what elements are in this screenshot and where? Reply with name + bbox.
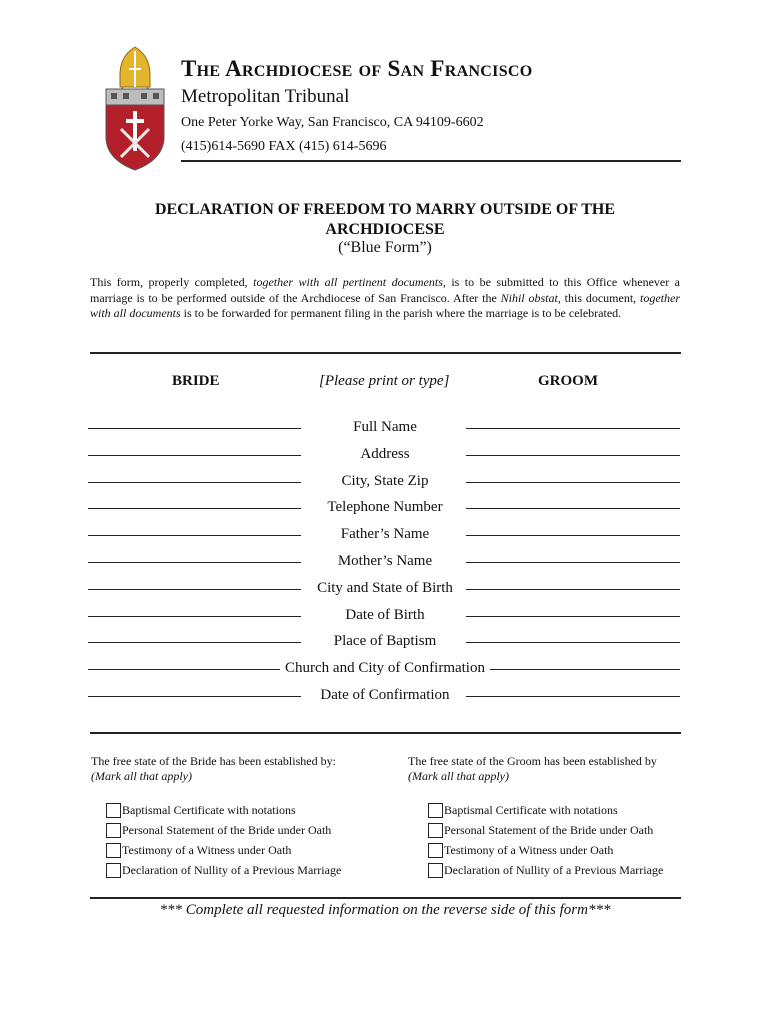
bride-state-heading: The free state of the Bride has been established by: [91, 754, 336, 768]
document-title-line1: DECLARATION OF FREEDOM TO MARRY OUTSIDE OF THE [154, 201, 616, 218]
groom-column-heading: GROOM [538, 373, 598, 389]
checkbox[interactable] [428, 863, 443, 878]
document-title-line2: ARCHDIOCESE [325, 221, 445, 238]
groom-state-instruction: (Mark all that apply) [408, 769, 509, 783]
field-label: Mother’s Name [337, 553, 433, 569]
groom-option[interactable] [428, 860, 663, 880]
section-divider [90, 732, 681, 734]
checkbox[interactable] [106, 863, 121, 878]
groom-field-line[interactable] [466, 508, 680, 509]
bride-option[interactable] [106, 800, 341, 820]
bride-field-line[interactable] [88, 455, 301, 456]
bride-field-line[interactable] [88, 508, 301, 509]
footer-note: *** Complete all requested information on the reverse side of this form*** [159, 902, 611, 918]
bride-field-line[interactable] [88, 616, 301, 617]
groom-field-line[interactable] [466, 589, 680, 590]
field-label: Date of Birth [345, 607, 425, 623]
groom-option[interactable] [428, 840, 663, 860]
bride-field-line[interactable] [88, 428, 301, 429]
field-label: Telephone Number [327, 499, 443, 515]
bride-field-line[interactable] [88, 696, 301, 697]
field-label: City, State Zip [341, 473, 429, 489]
organization-phone: (415)614-5690 FAX (415) 614-5696 [181, 139, 387, 154]
groom-field-line[interactable] [466, 616, 680, 617]
groom-state-heading-block [408, 754, 657, 784]
groom-field-line[interactable] [490, 669, 680, 670]
field-label: Father’s Name [340, 526, 430, 542]
groom-field-line[interactable] [466, 455, 680, 456]
checkbox[interactable] [106, 843, 121, 858]
organization-subtitle: Metropolitan Tribunal [181, 86, 350, 107]
intro-paragraph [90, 275, 680, 322]
bride-option[interactable] [106, 820, 341, 840]
checkbox-label: Personal Statement of the Bride under Oath [444, 822, 654, 837]
checkbox-label: Personal Statement of the Bride under Oath [122, 822, 332, 837]
groom-checkbox-list [428, 800, 663, 880]
bride-state-heading-block [91, 754, 336, 784]
groom-field-line[interactable] [466, 562, 680, 563]
bride-checkbox-list [106, 800, 341, 880]
checkbox-label: Declaration of Nullity of a Previous Marriage [444, 862, 664, 877]
field-label: City and State of Birth [317, 580, 453, 596]
groom-field-line[interactable] [466, 696, 680, 697]
header-divider [181, 160, 681, 162]
bride-field-line[interactable] [88, 535, 301, 536]
checkbox[interactable] [428, 803, 443, 818]
field-label: Date of Confirmation [320, 687, 450, 703]
organization-address: One Peter Yorke Way, San Francisco, CA 94109-6602 [181, 115, 484, 130]
intro-text: is to be forwarded for permanent filing in the parish where the marriage is to be celebrated. [180, 306, 622, 320]
groom-field-line[interactable] [466, 535, 680, 536]
groom-field-line[interactable] [466, 428, 680, 429]
bride-field-line[interactable] [88, 669, 280, 670]
document-title [90, 200, 680, 240]
document-subtitle: (“Blue Form”) [338, 239, 432, 256]
bride-field-line[interactable] [88, 562, 301, 563]
groom-field-line[interactable] [466, 642, 680, 643]
checkbox-label: Testimony of a Witness under Oath [444, 842, 614, 857]
groom-option[interactable] [428, 800, 663, 820]
checkbox[interactable] [106, 803, 121, 818]
intro-emphasis: Nihil obstat [500, 290, 558, 305]
bride-option[interactable] [106, 840, 341, 860]
groom-state-heading: The free state of the Groom has been established by [408, 754, 657, 768]
bride-field-line[interactable] [88, 589, 301, 590]
checkbox-label: Declaration of Nullity of a Previous Marriage [122, 862, 342, 877]
field-label: Address [360, 446, 410, 462]
checkbox-label: Testimony of a Witness under Oath [122, 842, 292, 857]
groom-field-line[interactable] [466, 482, 680, 483]
intro-emphasis: together with all documents [90, 290, 680, 320]
intro-text: , is to be submitted to this Office whenever a marriage is to be performed outside of the Archdiocese of San Francisco. After the [90, 275, 681, 305]
field-label: Place of Baptism [333, 633, 437, 649]
organization-title: The Archdiocese of San Francisco [181, 56, 533, 81]
bride-field-line[interactable] [88, 642, 301, 643]
checkbox[interactable] [106, 823, 121, 838]
groom-option[interactable] [428, 820, 663, 840]
checkbox[interactable] [428, 823, 443, 838]
bride-field-line[interactable] [88, 482, 301, 483]
bride-state-instruction: (Mark all that apply) [91, 769, 192, 783]
bride-column-heading: BRIDE [172, 373, 220, 389]
field-label: Church and City of Confirmation [285, 660, 485, 676]
checkbox[interactable] [428, 843, 443, 858]
archdiocese-crest-logo [103, 45, 167, 171]
intro-emphasis: together with all pertinent documents [253, 275, 443, 289]
bride-option[interactable] [106, 860, 341, 880]
field-label: Full Name [353, 419, 417, 435]
section-divider [90, 897, 681, 899]
checkbox-label: Baptismal Certificate with notations [444, 802, 618, 817]
intro-text: This form, properly completed, [90, 275, 254, 289]
section-divider [90, 352, 681, 354]
print-instruction: [Please print or type] [319, 373, 450, 389]
checkbox-label: Baptismal Certificate with notations [122, 802, 296, 817]
intro-text: , this document, [557, 290, 640, 305]
